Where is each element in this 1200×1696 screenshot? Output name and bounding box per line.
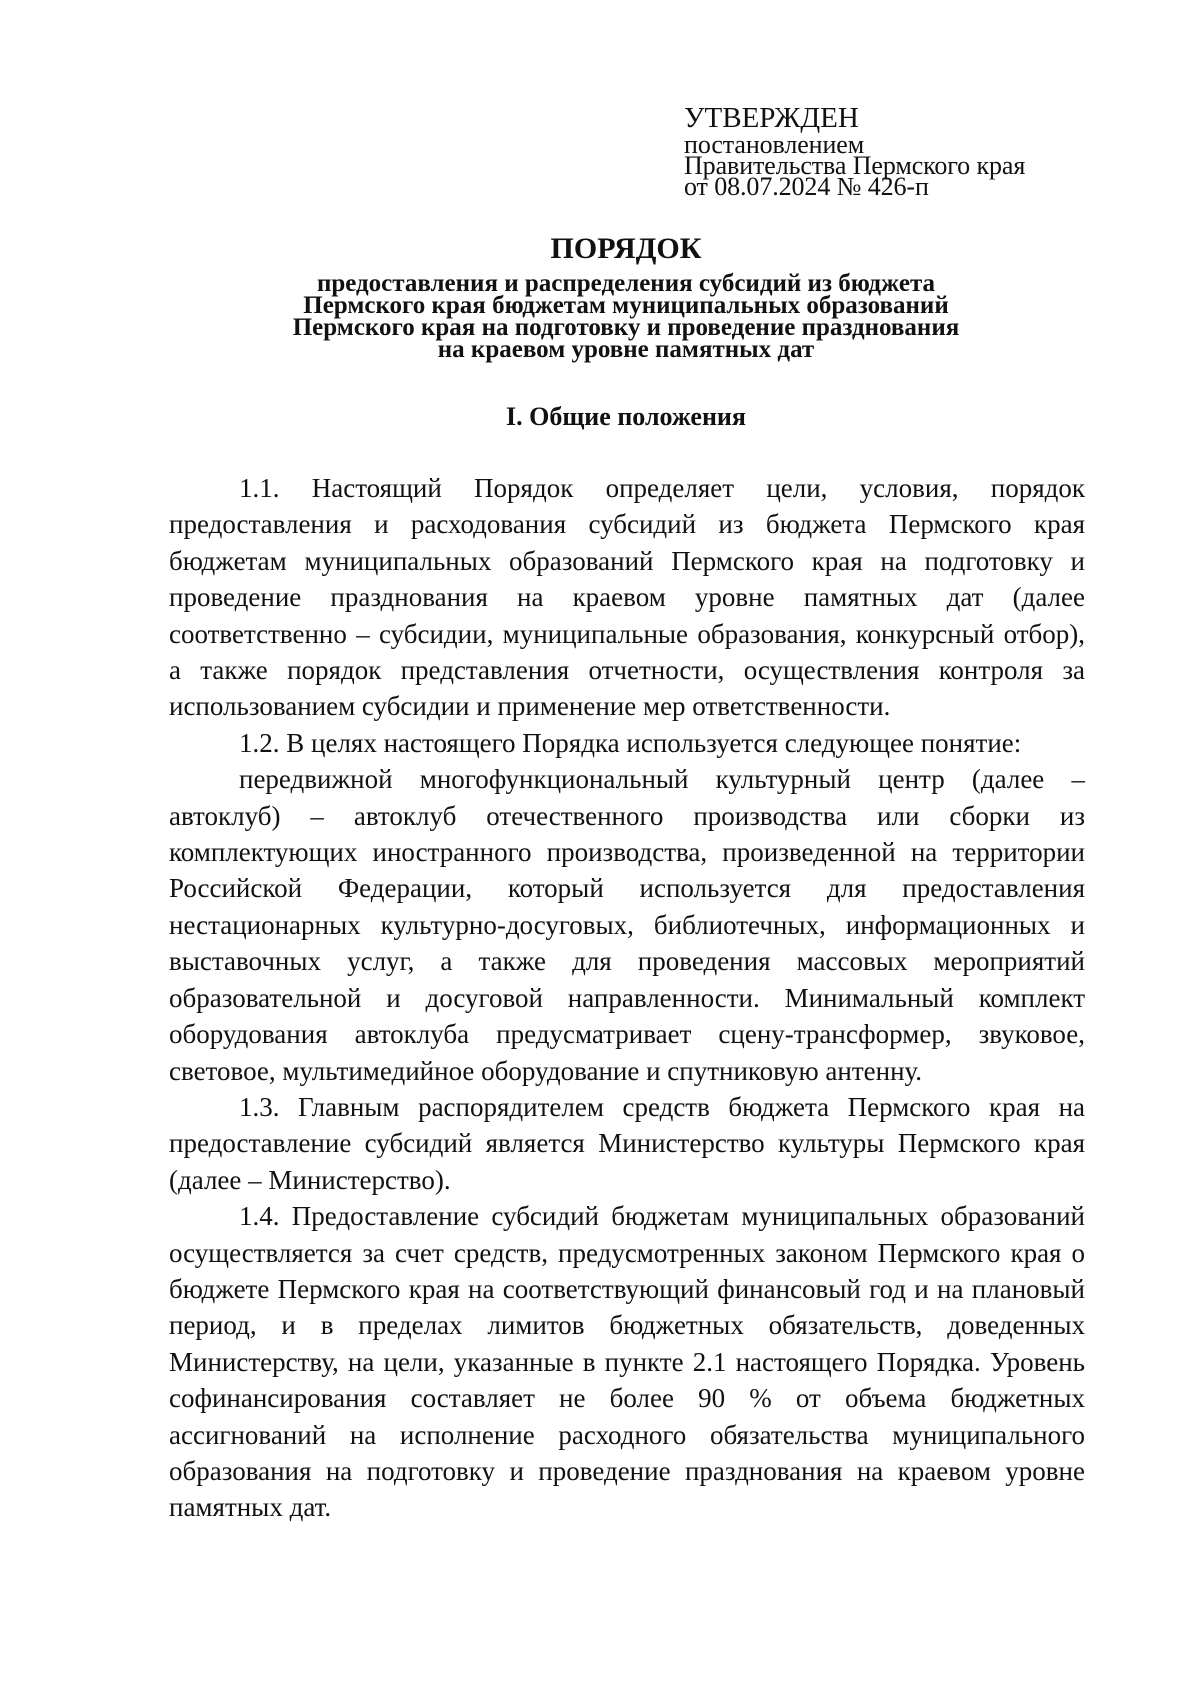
document-body — [169, 470, 1085, 1526]
subtitle-line: на краевом уровне памятных дат — [437, 336, 815, 363]
approval-line-1: постановлением — [684, 130, 865, 159]
section-heading: I. Общие положения — [506, 402, 746, 431]
approval-line-2: Правительства Пермского края — [684, 151, 1026, 180]
approval-stamp — [684, 102, 1104, 201]
paragraph-1-4: 1.4. Предоставление субсидий бюджетам муниципальных образований осуществляется за счет средств, предусмотренных законом Пермского края о бюджете Пермского края на соответствующий финансовый год и на плановый период, и в пределах лимитов бюджетных обязательств, доведенных Министерству, на цели, указанные в пункте 2.1 настоящего Порядка. Уровень софинансирования составляет не более 90 % от объема бюджетных ассигнований на исполнение расходного обязательства муниципального образования на подготовку и проведение празднования на краевом уровне памятных дат. — [169, 1201, 1085, 1523]
paragraph-definition: передвижной многофункциональный культурный центр (далее – автоклуб) – автоклуб отечественного производства или сборки из комплектующих иностранного производства, произведенной на территории Российской Федерации, который используется для предоставления нестационарных культурно-досуговых, библиотечных, информационных и выставочных услуг, а также для проведения массовых мероприятий образовательной и досуговой направленности. Минимальный комплект оборудования автоклуба предусматривает сцену-трансформер, звуковое, световое, мультимедийное оборудование и спутниковую антенну. — [169, 764, 1085, 1086]
subtitle-line: предоставления и распределения субсидий из бюджета — [316, 270, 936, 297]
paragraph-1-2: 1.2. В целях настоящего Порядка используется следующее понятие: — [239, 727, 1022, 758]
paragraph-1-3: 1.3. Главным распорядителем средств бюджета Пермского края на предоставление субсидий является Министерство культуры Пермского края (далее – Министерство). — [169, 1091, 1085, 1195]
paragraph-1-1: 1.1. Настоящий Порядок определяет цели, условия, порядок предоставления и расходования субсидий из бюджета Пермского края бюджетам муниципальных образований Пермского края на подготовку и проведение празднования на краевом уровне памятных дат (далее соответственно – субсидии, муниципальные образования, конкурсный отбор), а также порядок представления отчетности, осуществления контроля за использованием субсидии и применение мер ответственности. — [169, 473, 1085, 722]
document-subtitle — [170, 270, 1082, 363]
document-title: ПОРЯДОК — [550, 232, 702, 265]
approval-line-3: от 08.07.2024 № 426-п — [684, 172, 929, 201]
approval-title: УТВЕРЖДЕН — [684, 102, 859, 134]
subtitle-line: Пермского края на подготовку и проведение празднования — [292, 314, 960, 341]
subtitle-line: Пермского края бюджетам муниципальных образований — [303, 292, 949, 319]
